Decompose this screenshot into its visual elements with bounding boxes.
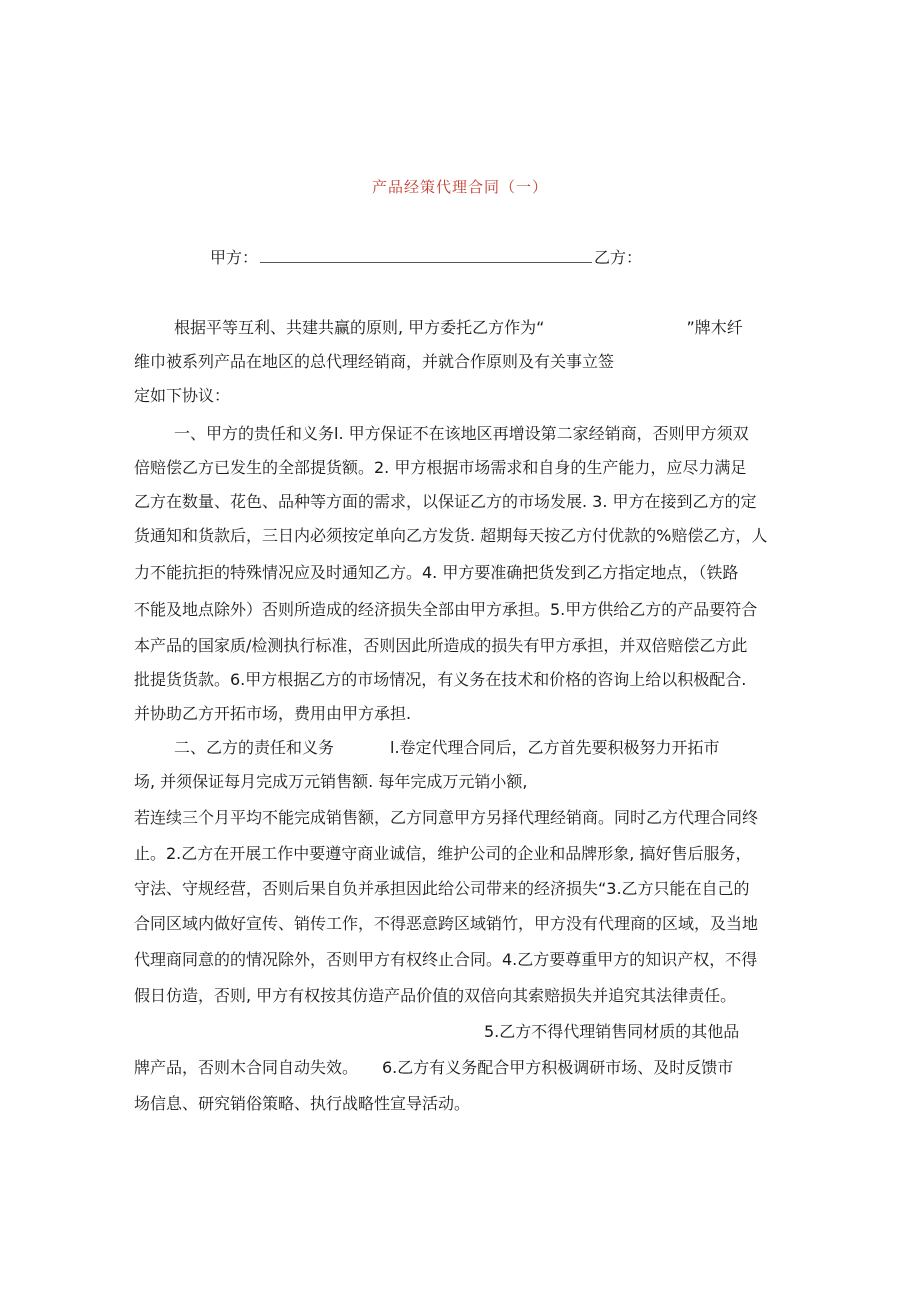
paragraph-line: 批提货货款。6.甲方根据乙方的市场情况，有义务在技术和价格的咨询上给以积极配合. — [134, 670, 747, 689]
paragraph-line: 止。2.乙方在开展工作中要遵守商业诚信，维护公司的企业和品牌形象, 搞好售后服务， — [134, 844, 752, 863]
paragraph-line: 并协助乙方开拓市场，费用由甲方承担. — [134, 704, 412, 723]
line-text: 根据平等互利、共建共赢的原则, 甲方委托乙方作为“ — [174, 318, 545, 337]
party-b-label: 乙方： — [594, 248, 643, 267]
paragraph-line: 力不能抗拒的特殊情况应及时通知乙方。4. 甲方要准确把货发到乙方指定地点，（铁路 — [134, 563, 739, 582]
paragraph-line: l.卷定代理合同后，乙方首先要积极努力开拓市 — [390, 738, 720, 757]
paragraph-line: 定如下协议： — [134, 386, 231, 405]
paragraph-line: 场信息、研究销俗策略、执行战略性宣导活动。 — [134, 1094, 471, 1113]
paragraph-line: 守法、守规经营，否则后果自负并承担因此给公司带来的经济损失“3.乙方只能在自己的 — [134, 879, 750, 898]
paragraph-line: 合同区域内做好宣传、销传工作，不得恶意跨区域销竹，甲方没有代理商的区域，及当地 — [134, 914, 759, 933]
paragraph-line: 倍赔偿乙方已发生的全部提货额。2. 甲方根据市场需求和自身的生产能力，应尽力满足 — [134, 458, 747, 477]
paragraph-line: 一、甲方的贵任和义务l. 甲方保证不在该地区再增设第二家经销商，否则甲方须双 — [174, 424, 749, 443]
line-text: ”牌木纤 — [686, 318, 743, 337]
paragraph-line: 本产品的国家质/检测执行标准，否则因此所造成的损失有甲方承担，并双倍赔偿乙方此 — [134, 636, 748, 655]
party-a-blank — [260, 248, 592, 263]
paragraph-line: 不能及地点除外）否则所造成的经济损失全部由甲方承担。5.甲方供给乙方的产品要符合 — [134, 600, 758, 619]
paragraph-line: 若连续三个月平均不能完成销售额，乙方同意甲方另择代理经销商。同时乙方代理合同终 — [134, 808, 759, 827]
parties-line — [210, 248, 642, 268]
paragraph-line: 6.乙方有义务配合甲方积极调研市场、及时反馈市 — [382, 1058, 734, 1077]
paragraph-line: 二、乙方的责任和义务 — [174, 738, 335, 757]
paragraph-line: 货通知和货款后，三日内必须按定单向乙方发货. 超期每天按乙方付优款的%赔偿乙方，人 — [134, 526, 768, 545]
paragraph-line: 假日仿造，否则, 甲方有权按其仿造产品价值的双倍向其索赔损失并追究其法律责任。 — [134, 986, 737, 1005]
document-title: 产品经策代理合同（一） — [371, 178, 548, 196]
paragraph-line: 场, 并须保证每月完成万元销售额. 每年完成万元销小额, — [134, 772, 528, 791]
paragraph-line: 乙方在数量、花色、品种等方面的需求，以保证乙方的市场发展. 3. 甲方在接到乙方的定 — [134, 492, 757, 511]
party-a-label: 甲方： — [210, 248, 259, 267]
paragraph-line: 维巾被系列产品在地区的总代理经销商，并就合作原则及有关事立签 — [134, 352, 615, 371]
paragraph-line: 牌产品，否则木合同自动失效。 — [134, 1058, 359, 1077]
paragraph-line — [174, 318, 743, 338]
paragraph-line: 5.乙方不得代理销售同材质的其他品 — [484, 1022, 740, 1041]
paragraph-line: 代理商同意的的情况除外，否则甲方有权终止合同。4.乙方要尊重甲方的知识产权，不得 — [134, 950, 758, 969]
